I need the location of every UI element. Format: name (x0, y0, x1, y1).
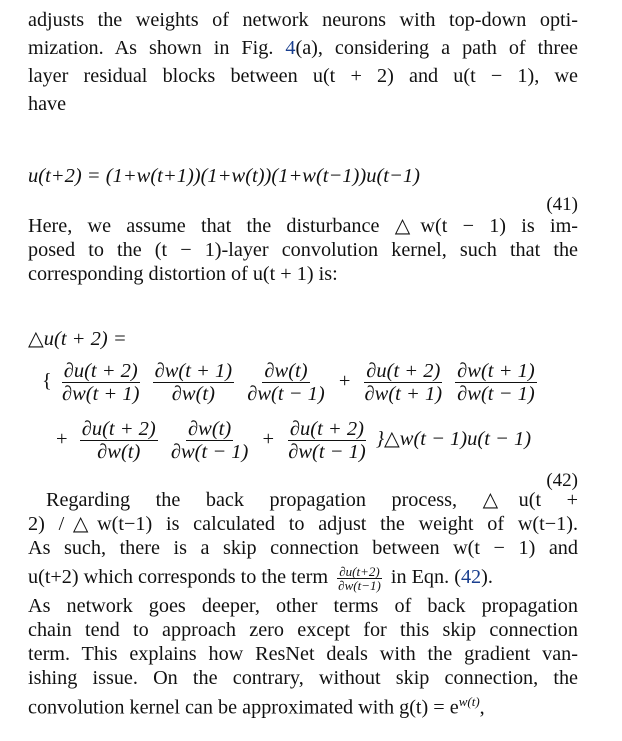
text-line: mization. As shown in Fig. 4(a), considering a path of three (28, 37, 578, 59)
superscript: w(t) (458, 694, 480, 709)
equation-number-41: (41) (546, 194, 578, 215)
text-line: chain tend to approach zero except for this skip connection (28, 619, 578, 641)
fraction: $\frac{\partial u(t + 2)}{\partial w(t - 1)}$ (288, 418, 366, 463)
equation-42-lhs: △u(t + 2) = (28, 328, 127, 350)
equation-42-row2 (52, 418, 602, 463)
text-line: convolution kernel can be approximated with $g(t) = e^{w(t)}$, (28, 694, 485, 719)
text-line: 2) /△w(t−1) is calculated to adjust the weight of w(t−1). (28, 513, 578, 535)
brace-open: { (42, 370, 52, 393)
text-line: As network goes deeper, other terms of back propagation (28, 595, 578, 617)
plus-operator: + (56, 428, 68, 451)
text-line: u(t+2) which corresponds to the term $\frac{\partial u(t+2)}{\partial w(t-1)}$ in Eqn. (42). (28, 563, 493, 593)
text-line: ishing issue. On the contrary, without skip connection, the (28, 667, 578, 689)
plus-operator: + (338, 370, 351, 393)
text-line: term. This explains how ResNet deals with the gradient van- (28, 643, 578, 665)
text-line: Here, we assume that the disturbance △w(t − 1) is im- (28, 215, 578, 237)
paragraph-intro (28, 6, 578, 118)
paragraph-disturbance (28, 214, 578, 286)
text-line: adjusts the weights of network neurons with top-down opti- (28, 9, 578, 31)
text-line: posed to the (t − 1)-layer convolution kernel, such that the (28, 239, 578, 261)
fraction: $\frac{\partial u(t + 2)}{\partial w(t)}$ (81, 418, 156, 463)
fraction: $\frac{\partial w(t + 1)}{\partial w(t - 1)}$ (457, 360, 535, 405)
paragraph-backprop (28, 488, 578, 720)
equation-link[interactable]: 42 (460, 566, 482, 588)
equation-41: u(t+2) = (1+w(t+1))(1+w(t))(1+w(t−1))u(t−1) (28, 165, 420, 187)
equation-42-row1 (42, 360, 592, 405)
equation-tail: }△w(t − 1)u(t − 1) (375, 428, 532, 451)
equation-number-42: (42) (546, 470, 578, 491)
fraction: $\frac{\partial w(t)}{\partial w(t - 1)}$ (170, 418, 249, 463)
text-line: have (28, 93, 67, 115)
plus-operator: + (262, 428, 275, 451)
text-line: As such, there is a skip connection between w(t − 1) and (28, 537, 578, 559)
text-line: corresponding distortion of u(t + 1) is: (28, 263, 338, 285)
fraction: $\frac{\partial w(t)}{\partial w(t - 1)}$ (247, 360, 325, 405)
fraction: $\frac{\partial w(t + 1)}{\partial w(t)}$ (154, 360, 233, 405)
figure-link[interactable]: 4 (285, 37, 296, 59)
fraction: $\frac{\partial u(t + 2)}{\partial w(t + 1)}$ (364, 360, 443, 405)
text-line: layer residual blocks between u(t + 2) and u(t − 1), we (28, 65, 578, 87)
text-line: Regarding the back propagation process, △u(t + (46, 489, 578, 511)
fraction: $\frac{\partial u(t+2)}{\partial w(t-1)}$ (338, 563, 381, 593)
fraction: $\frac{\partial u(t + 2)}{\partial w(t + 1)}$ (61, 360, 140, 405)
